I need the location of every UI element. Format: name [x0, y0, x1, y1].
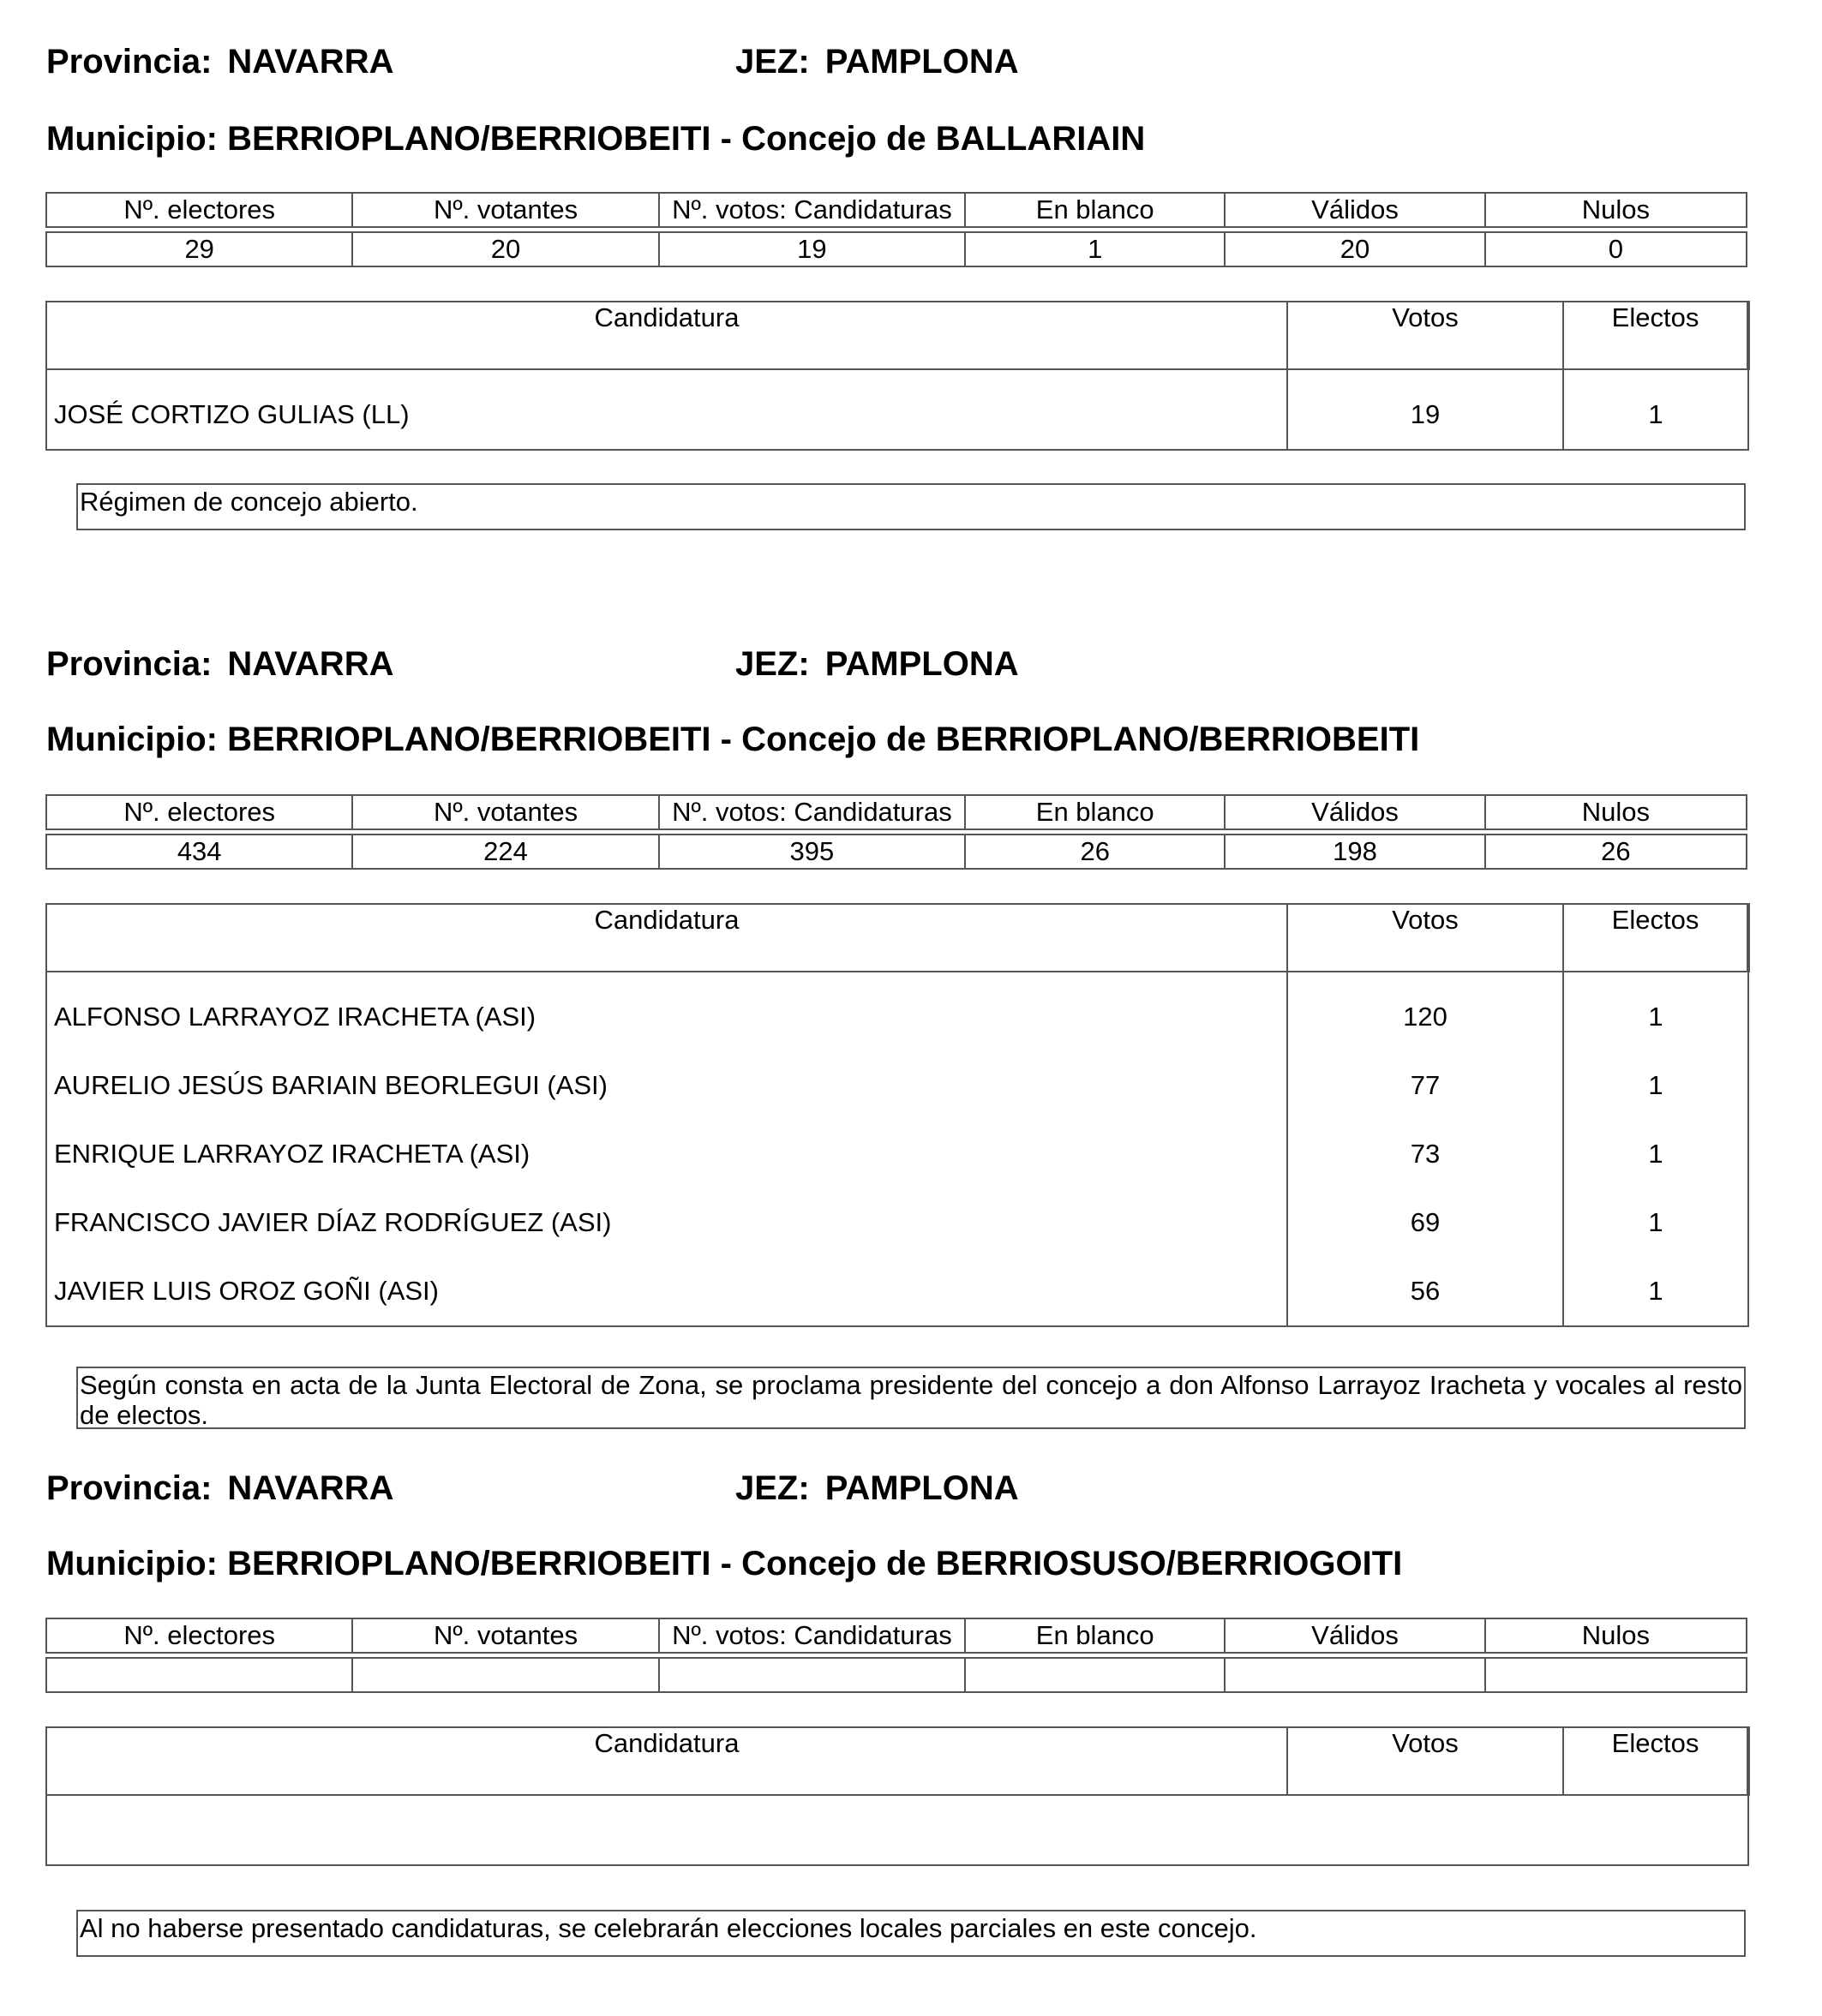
- stats-header: Nulos: [1485, 193, 1747, 227]
- municipio-header: Municipio: BERRIOPLANO/BERRIOBEITI - Concejo de BALLARIAIN: [46, 120, 1146, 158]
- stats-header: En blanco: [965, 193, 1225, 227]
- stats-header: Nº. votantes: [352, 193, 658, 227]
- candidates-table: [45, 301, 1750, 451]
- jez-header: JEZ: PAMPLONA: [735, 645, 1019, 683]
- stats-header: Nº. electores: [46, 1618, 352, 1653]
- stats-header: Válidos: [1225, 193, 1484, 227]
- electos-header: Electos: [1563, 302, 1748, 369]
- candidate-electos: 1: [1563, 1051, 1748, 1120]
- candidate-votos: 69: [1287, 1188, 1563, 1257]
- votos-header: Votos: [1287, 302, 1563, 369]
- note-box: Al no haberse presentado candidaturas, se celebrarán elecciones locales parciales en este concejo.: [76, 1910, 1746, 1957]
- stats-value: 26: [965, 835, 1225, 869]
- stats-header: Nº. votantes: [352, 1618, 658, 1653]
- stats-header: En blanco: [965, 795, 1225, 829]
- stats-value: 224: [352, 835, 658, 869]
- candidates-header-row: [46, 904, 1748, 972]
- stats-value: 20: [1225, 232, 1484, 266]
- stats-value: [965, 1658, 1225, 1692]
- note-box: Según consta en acta de la Junta Electoral de Zona, se proclama presidente del concejo a don Alfonso Larrayoz Iracheta y vocales al resto de electos.: [76, 1367, 1746, 1429]
- candidates-table: [45, 1726, 1750, 1866]
- provincia-header: Provincia: NAVARRA: [46, 43, 394, 81]
- stats-header: Nº. votos: Candidaturas: [659, 795, 965, 829]
- table-row: [46, 1120, 1748, 1188]
- stats-value: 19: [659, 232, 965, 266]
- candidate-name: JAVIER LUIS OROZ GOÑI (ASI): [46, 1257, 1287, 1326]
- stats-header: Nº. electores: [46, 193, 352, 227]
- jez-header: JEZ: PAMPLONA: [735, 43, 1019, 81]
- stats-value-row: [46, 232, 1747, 266]
- candidate-name: ALFONSO LARRAYOZ IRACHETA (ASI): [46, 972, 1287, 1051]
- candidate-votos: 73: [1287, 1120, 1563, 1188]
- empty-row: [46, 1795, 1748, 1865]
- candidates-header-row: [46, 302, 1748, 369]
- candidate-votos: 120: [1287, 972, 1563, 1051]
- stats-value: 1: [965, 232, 1225, 266]
- candidate-votos: 19: [1287, 369, 1563, 450]
- table-row: [46, 1051, 1748, 1120]
- stats-table: [45, 192, 1747, 267]
- votos-header: Votos: [1287, 904, 1563, 972]
- stats-value: 0: [1485, 232, 1747, 266]
- stats-value: [1485, 1658, 1747, 1692]
- stats-value-row: [46, 1658, 1747, 1692]
- stats-header: Nulos: [1485, 1618, 1747, 1653]
- candidatura-header: Candidatura: [46, 904, 1287, 972]
- stats-header: Nulos: [1485, 795, 1747, 829]
- stats-header-row: [46, 795, 1747, 829]
- table-row: [46, 369, 1748, 450]
- stats-value: [46, 1658, 352, 1692]
- stats-value: [659, 1658, 965, 1692]
- candidates-header-row: [46, 1727, 1748, 1795]
- jez-header: JEZ: PAMPLONA: [735, 1469, 1019, 1507]
- candidate-name: FRANCISCO JAVIER DÍAZ RODRÍGUEZ (ASI): [46, 1188, 1287, 1257]
- candidate-electos: 1: [1563, 369, 1748, 450]
- municipio-header: Municipio: BERRIOPLANO/BERRIOBEITI - Concejo de BERRIOSUSO/BERRIOGOITI: [46, 1545, 1403, 1582]
- stats-value: 395: [659, 835, 965, 869]
- table-row: [46, 1188, 1748, 1257]
- candidate-votos: 56: [1287, 1257, 1563, 1326]
- note-box: Régimen de concejo abierto.: [76, 483, 1746, 530]
- provincia-header: Provincia: NAVARRA: [46, 645, 394, 683]
- provincia-header: Provincia: NAVARRA: [46, 1469, 394, 1507]
- table-row: [46, 1257, 1748, 1326]
- stats-value: 434: [46, 835, 352, 869]
- candidate-votos: 77: [1287, 1051, 1563, 1120]
- stats-value: 20: [352, 232, 658, 266]
- stats-value: 29: [46, 232, 352, 266]
- stats-value: [1225, 1658, 1484, 1692]
- stats-table: [45, 794, 1747, 870]
- stats-header: Válidos: [1225, 1618, 1484, 1653]
- stats-value-row: [46, 835, 1747, 869]
- candidate-electos: 1: [1563, 1188, 1748, 1257]
- stats-header-row: [46, 1618, 1747, 1653]
- table-row: [46, 972, 1748, 1051]
- stats-value: 198: [1225, 835, 1484, 869]
- candidate-electos: 1: [1563, 972, 1748, 1051]
- stats-header: En blanco: [965, 1618, 1225, 1653]
- candidatura-header: Candidatura: [46, 302, 1287, 369]
- stats-header: Nº. votantes: [352, 795, 658, 829]
- stats-header: Nº. electores: [46, 795, 352, 829]
- stats-table: [45, 1618, 1747, 1693]
- electos-header: Electos: [1563, 1727, 1748, 1795]
- candidate-name: AURELIO JESÚS BARIAIN BEORLEGUI (ASI): [46, 1051, 1287, 1120]
- stats-header: Nº. votos: Candidaturas: [659, 1618, 965, 1653]
- stats-header: Nº. votos: Candidaturas: [659, 193, 965, 227]
- stats-value: [352, 1658, 658, 1692]
- candidate-name: JOSÉ CORTIZO GULIAS (LL): [46, 369, 1287, 450]
- stats-header-row: [46, 193, 1747, 227]
- candidate-name: ENRIQUE LARRAYOZ IRACHETA (ASI): [46, 1120, 1287, 1188]
- stats-value: 26: [1485, 835, 1747, 869]
- votos-header: Votos: [1287, 1727, 1563, 1795]
- candidatura-header: Candidatura: [46, 1727, 1287, 1795]
- candidates-table: [45, 903, 1750, 1327]
- empty-cell: [46, 1795, 1748, 1865]
- electos-header: Electos: [1563, 904, 1748, 972]
- candidate-electos: 1: [1563, 1120, 1748, 1188]
- stats-header: Válidos: [1225, 795, 1484, 829]
- candidate-electos: 1: [1563, 1257, 1748, 1326]
- municipio-header: Municipio: BERRIOPLANO/BERRIOBEITI - Concejo de BERRIOPLANO/BERRIOBEITI: [46, 721, 1420, 758]
